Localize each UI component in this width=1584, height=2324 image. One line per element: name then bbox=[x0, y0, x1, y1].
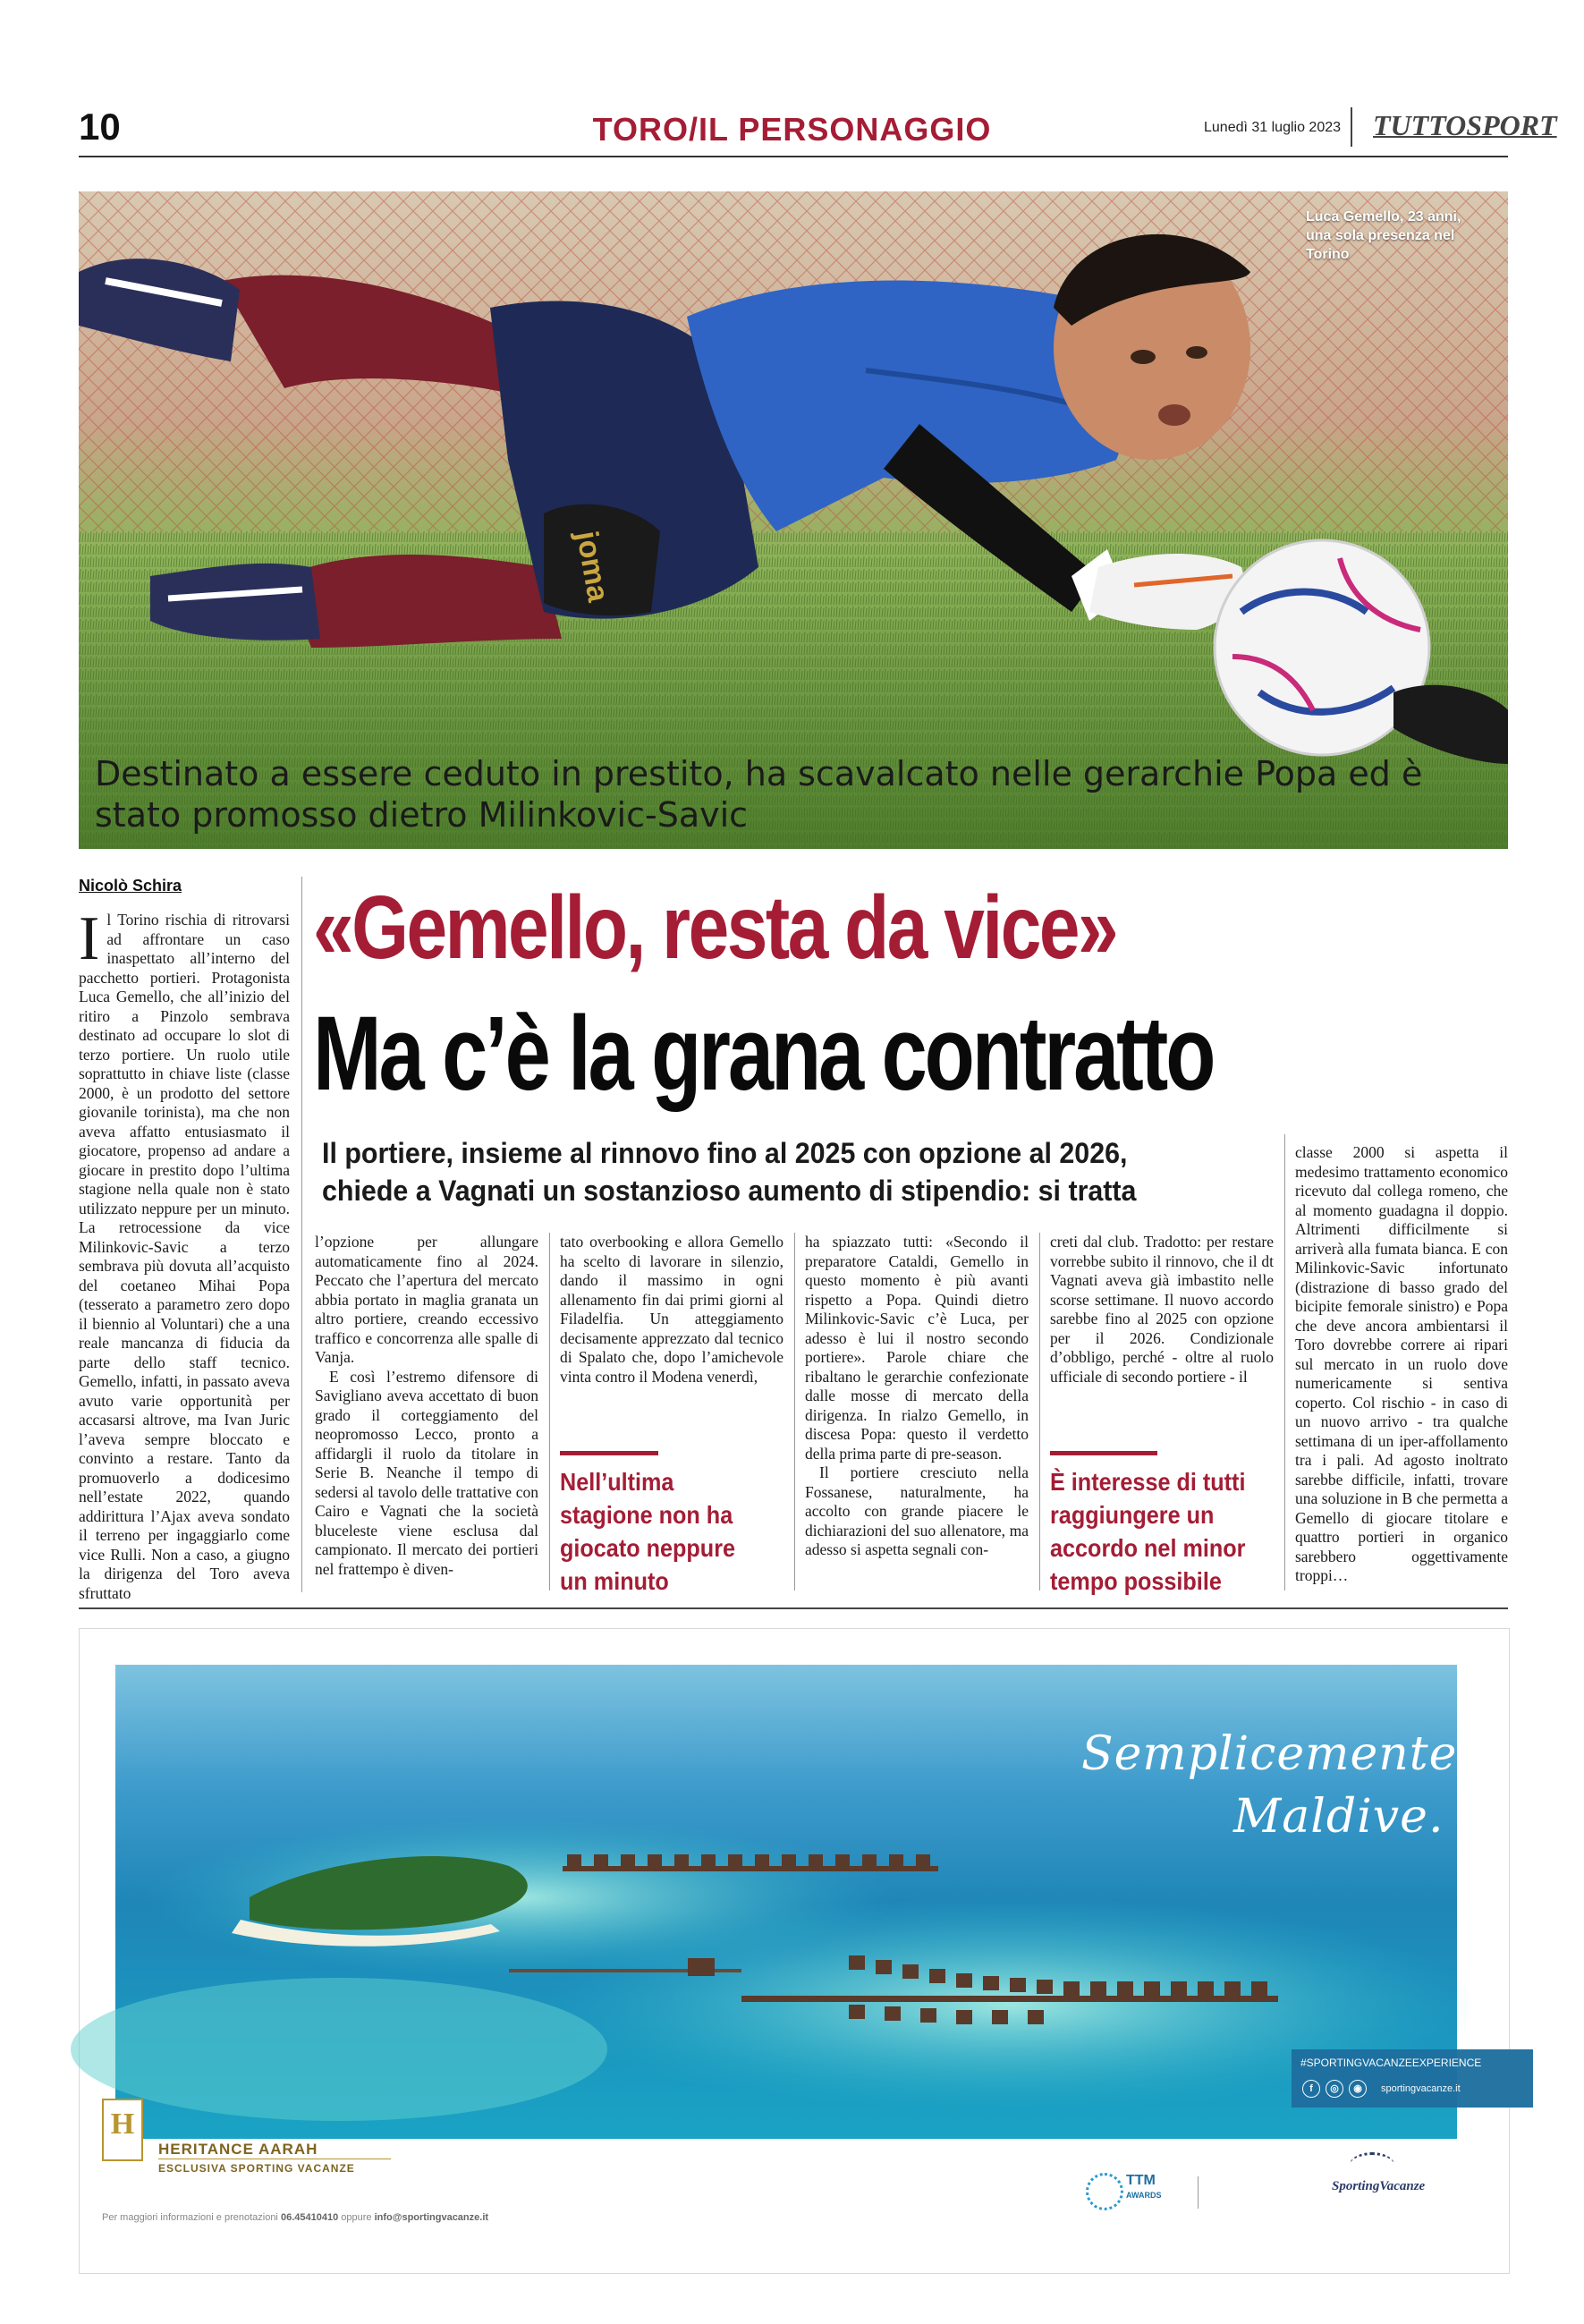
column-4-paragraph-2: Il portiere cresciuto nella Fossanese, naturalmente, ha accolto con grande piacere le dichiarazioni del suo allenatore, ma adesso si aspetta segnali con- bbox=[805, 1463, 1029, 1558]
column-5-text: creti dal club. Tradotto: per restare vorrebbe subito il rinnovo, che il dt Vagnati aveva già imbastito nelle scorse settimane. Il nuovo accordo sarebbe fino al 2025 con opzione per il 2026. Condizionale d’obbligo, perché - oltre al ruolo ufficiale di secondo portiere - il bbox=[1050, 1233, 1274, 1386]
ad-photo bbox=[115, 1665, 1482, 2139]
column-divider bbox=[1039, 1233, 1040, 1590]
heritance-logo-icon: H bbox=[102, 2099, 143, 2161]
author-byline: Nicolò Schira bbox=[79, 877, 182, 895]
ttm-awards-subtitle: AWARDS bbox=[1126, 2191, 1162, 2200]
ad-website[interactable]: sportingvacanze.it bbox=[1381, 2083, 1461, 2094]
subheadline: Il portiere, insieme al rinnovo fino al 2025 con opzione al 2026, chiede a Vagnati un sostanzioso aumento di stipendio: si tratta bbox=[322, 1137, 1137, 1207]
ttm-awards-icon bbox=[1086, 2173, 1123, 2210]
header-rule bbox=[79, 156, 1508, 157]
web-icon[interactable]: ◉ bbox=[1349, 2080, 1367, 2098]
publication-logo: TUTTOSPORT bbox=[1373, 109, 1557, 141]
column-4-paragraph-1: ha spiazzato tutti: «Secondo il preparatore Cataldi, Gemello in questo momento è più avanti rispetto a Popa. Quindi dietro Milinkovic-Savic c’è Luca, per adesso è lui il nostro secondo portiere». Parole chiare che ribaltano le gerarchie confezionate dalle mosse di mercato della dirigenza. In rialzo Gemello, in discesa Popa: questo il verdetto della prima parte di pre-season. bbox=[805, 1233, 1029, 1463]
article-column-1 bbox=[79, 904, 290, 1603]
column-divider bbox=[1284, 1134, 1285, 1590]
page-number: 10 bbox=[79, 106, 121, 148]
article-column-4 bbox=[805, 1233, 1029, 1560]
column-divider bbox=[301, 877, 302, 1592]
headline-main: Ma c’è la grana contratto bbox=[313, 995, 1214, 1113]
ad-brand-subtitle: ESCLUSIVA SPORTING VACANZE bbox=[158, 2162, 355, 2175]
jersey-brand-text: joma bbox=[569, 528, 616, 605]
facebook-icon[interactable]: f bbox=[1302, 2080, 1320, 2098]
ad-separator-rule bbox=[79, 1607, 1508, 1609]
column-divider bbox=[794, 1233, 795, 1590]
hero-photo bbox=[79, 191, 1508, 849]
article-column-2 bbox=[315, 1233, 538, 1579]
goalkeeper-illustration bbox=[79, 191, 1508, 849]
header-divider bbox=[1351, 107, 1352, 147]
issue-date: Lunedì 31 luglio 2023 bbox=[1204, 120, 1342, 135]
pullquote-1: Nell’ultima stagione non ha giocato neppure un minuto bbox=[560, 1468, 736, 1595]
sportingvacanze-emblem-icon bbox=[1350, 2152, 1394, 2178]
ad-logo-divider bbox=[1198, 2176, 1199, 2209]
ad-contact-info: Per maggiori informazioni e prenotazioni 06.45410410 oppure info@sportingvacanze.it bbox=[102, 2212, 489, 2223]
ad-tagline-1: Semplicemente bbox=[1081, 1727, 1458, 1781]
article-column-5 bbox=[1050, 1233, 1274, 1387]
headline-quote: «Gemello, resta da vice» bbox=[313, 878, 1117, 978]
pullquote-2: È interesse di tutti raggiungere un accordo nel minor tempo possibile bbox=[1050, 1468, 1246, 1595]
pullquote-bar bbox=[560, 1451, 658, 1455]
column-2-paragraph-1: l’opzione per allungare automaticamente fino al 2024. Peccato che l’apertura del mercato abbia portato in maglia granata un altro portiere, creando eccessivo traffico e concorrenza alle spalle di Vanja. bbox=[315, 1233, 538, 1366]
article-column-6 bbox=[1295, 1143, 1508, 1586]
column-6-text: classe 2000 si aspetta il medesimo trattamento economico ricevuto dal collega romeno, che al momento guadagna il doppio. Altrimenti difficilmente si arriverà alla fumata bianca. E con Milinkovic-Savic infortunato (distrazione di basso grado del bicipite femorale sinistro) e Popa che deve ancora ambientarsi il Toro dovrebbe correre ai ripari sul mercato in un ruolo dove numericamente si sentiva coperto. Col rischio - in caso di un nuovo arrivo - tra qualche settimana di un iper-affollamento tra i pali. Ad agosto inoltrato sarebbe difficile, infatti, trovare una soluzione in B che permetta a Gemello di giocare titolare e quattro portieri in organico sarebbero oggettivamente troppi… bbox=[1295, 1143, 1508, 1584]
instagram-icon[interactable]: ◎ bbox=[1326, 2080, 1343, 2098]
ad-hashtag: #SPORTINGVACANZEEXPERIENCE bbox=[1300, 2057, 1482, 2069]
photo-caption: Luca Gemello, 23 anni, una sola presenza nel Torino bbox=[1306, 209, 1461, 262]
section-title: TORO/IL PERSONAGGIO bbox=[592, 111, 992, 148]
column-1-text: l Torino rischia di ritrovarsi ad affrontare un caso inaspettato all’interno del pacchetto portieri. Protagonista Luca Gemello, che all’inizio del ritiro a Pinzolo sembrava destinato ad occupare lo slot di terzo portiere. Un ruolo utile soprattutto in chiave liste (classe 2000, è un prodotto del settore giovanile torinista), ma che non aveva affatto entusiasmato il giocatore, propenso ad andare a giocare in prestito dopo l’ultima stagione nella quale non è stato utilizzato neppure per un minuto. La retrocessione da vice Milinkovic-Savic a terzo sembrava più dovuta all’acquisto del coetaneo Mihai Popa (tesserato a parametro zero dopo il biennio al Voluntari) che a una reale mancanza di fiducia da parte dello staff tecnico. Gemello, infatti, in passato aveva avuto varie opportunità per accasarsi altrove, ma Ivan Juric l’aveva sempre bloccato e convinto a restare. Tanto da promuoverlo a dodicesimo nell’estate 2022, quando addirittura l’Ajax aveva sondato il terreno per ingaggiarlo come vice Rulli. Non a caso, a giugno la dirigenza del Toro aveva sfruttato bbox=[79, 911, 290, 1602]
column-divider bbox=[549, 1233, 550, 1590]
ad-tagline-2: Maldive. bbox=[1233, 1790, 1444, 1844]
sportingvacanze-logo: SportingVacanze bbox=[1332, 2179, 1426, 2193]
ttm-awards-logo: TTM bbox=[1126, 2173, 1156, 2188]
advertisement[interactable] bbox=[79, 1628, 1510, 2274]
kicker: Destinato a essere ceduto in prestito, ha scavalcato nelle gerarchie Popa ed è stato promosso dietro Milinkovic-Savic bbox=[95, 754, 1423, 835]
ad-brand-name: HERITANCE AARAH bbox=[158, 2141, 318, 2158]
article-column-3 bbox=[560, 1233, 784, 1387]
pullquote-bar bbox=[1050, 1451, 1157, 1455]
column-2-paragraph-2: E così l’estremo difensore di Savigliano aveva accettato di buon grado il corteggiamento del neopromosso Lecco, pronto a affidargli il ruolo da titolare in Serie B. Neanche il tempo di sedersi al tavolo delle trattative con Cairo e Vagnati che la società bluceleste viene esclusa dal campionato. Il mercato dei portieri nel frattempo è diven- bbox=[315, 1367, 538, 1578]
column-3-text: tato overbooking e allora Gemello ha scelto di lavorare in silenzio, dando il massimo in ogni allenamento fin dai primi giorni al Filadelfia. Un atteggiamento decisamente apprezzato dal tecnico di Spalato che, dopo l’amichevole vinta contro il Modena venerdì, bbox=[560, 1233, 784, 1386]
drop-cap: I bbox=[79, 904, 100, 973]
ad-hashtag-box bbox=[1292, 2049, 1533, 2108]
